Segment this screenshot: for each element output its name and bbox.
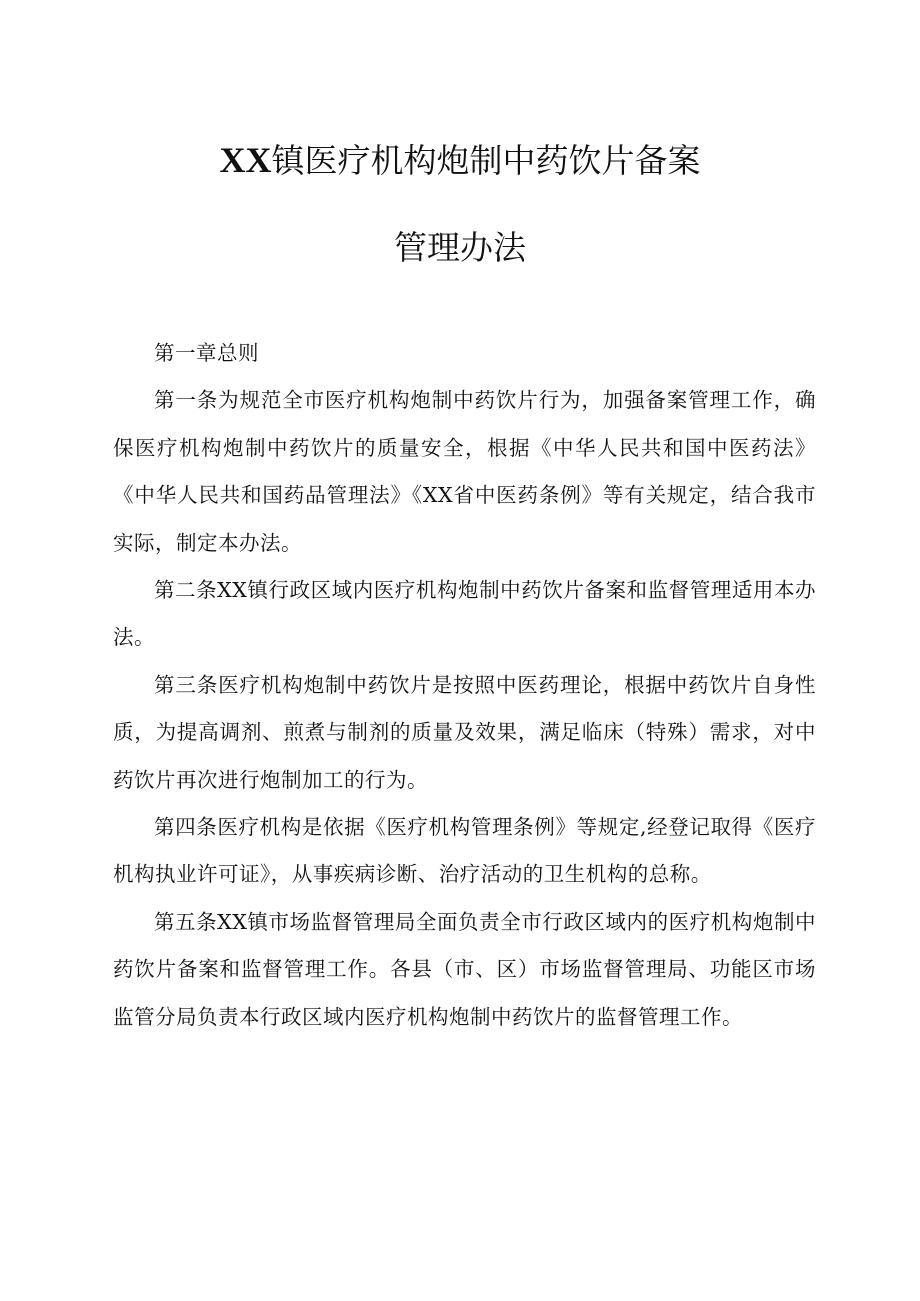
article-4: 第四条医疗机构是依据《医疗机构管理条例》等规定,经登记取得《医疗机构执业许可证》，从事疾病诊断、治疗活动的卫生机构的总称。 xyxy=(113,815,816,887)
article-2: 第二条XX镇行政区域内医疗机构炮制中药饮片备案和监督管理适用本办法。 xyxy=(113,578,816,650)
article-1: 第一条为规范全市医疗机构炮制中药饮片行为，加强备案管理工作，确保医疗机构炮制中药饮片的质量安全，根据《中华人民共和国中医药法》《中华人民共和国药品管理法》《XX省中医药条例》等有关规定，结合我市实际，制定本办法。 xyxy=(113,388,816,555)
document-title-line-1 xyxy=(0,140,920,181)
chapter-heading: 第一章总则 xyxy=(154,341,259,365)
article-3: 第三条医疗机构炮制中药饮片是按照中医药理论，根据中药饮片自身性质，为提高调剂、煎煮与制剂的质量及效果，满足临床（特殊）需求，对中药饮片再次进行炮制加工的行为。 xyxy=(113,672,816,792)
article-5: 第五条XX镇市场监督管理局全面负责全市行政区域内的医疗机构炮制中药饮片备案和监督管理工作。各县（市、区）市场监督管理局、功能区市场监管分局负责本行政区域内医疗机构炮制中药饮片的监督管理工作。 xyxy=(113,909,816,1029)
document-title-line-2: 管理办法 xyxy=(394,228,526,267)
title-rest: 镇医疗机构炮制中药饮片备案 xyxy=(271,141,701,180)
document-body xyxy=(113,330,816,1041)
title-prefix: XX xyxy=(219,140,272,180)
